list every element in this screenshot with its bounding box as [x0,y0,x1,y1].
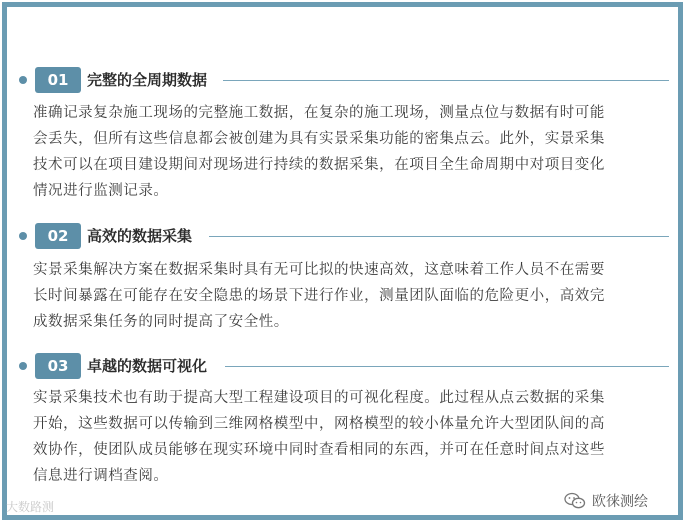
wechat-icon [564,492,586,510]
body-line: 情况进行监测记录。 [33,183,169,199]
section-divider-line [223,80,669,81]
section-number-badge: 01 [35,67,81,93]
bullet-dot [19,362,27,370]
body-line: 实景采集解决方案在数据采集时具有无可比拟的快速高效，这意味着工作人员不在需要 [33,262,605,278]
section-body-02 [33,257,673,335]
section-body-01 [33,100,673,204]
content-frame [2,2,683,520]
body-line: 成数据采集任务的同时提高了安全性。 [33,314,289,330]
body-line: 长时间暴露在可能存在安全隐患的场景下进行作业，测量团队面临的危险更小，高效完 [33,288,605,304]
section-header-01 [19,67,669,93]
section-number-badge: 03 [35,353,81,379]
section-title: 完整的全周期数据 [87,71,208,89]
body-line: 会丢失，但所有这些信息都会被创建为具有实景采集功能的密集点云。此外，实景采集 [33,131,605,147]
section-divider-line [225,366,669,367]
bullet-dot [19,76,27,84]
section-title: 高效的数据采集 [87,227,193,245]
section-divider-line [209,236,669,237]
section-body-03 [33,385,673,489]
watermark-brand-text: 欧徕测绘 [592,494,648,510]
section-number-badge: 02 [35,223,81,249]
body-line: 准确记录复杂施工现场的完整施工数据，在复杂的施工现场，测量点位与数据有时可能 [33,105,605,121]
watermark-brand [564,491,648,511]
section-header-02 [19,223,669,249]
watermark-source: 大数路测 [6,500,55,514]
body-line: 实景采集技术也有助于提高大型工程建设项目的可视化程度。此过程从点云数据的采集 [33,390,605,406]
body-line: 技术可以在项目建设期间对现场进行持续的数据采集，在项目全生命周期中对项目变化 [33,157,605,173]
body-line: 效协作，使团队成员能够在现实环境中同时查看相同的东西，并可在任意时间点对这些 [33,442,605,458]
section-header-03 [19,353,669,379]
bullet-dot [19,232,27,240]
body-line: 开始，这些数据可以传输到三维网格模型中，网格模型的较小体量允许大型团队间的高 [33,416,605,432]
section-title: 卓越的数据可视化 [87,357,208,375]
body-line: 信息进行调档查阅。 [33,468,169,484]
